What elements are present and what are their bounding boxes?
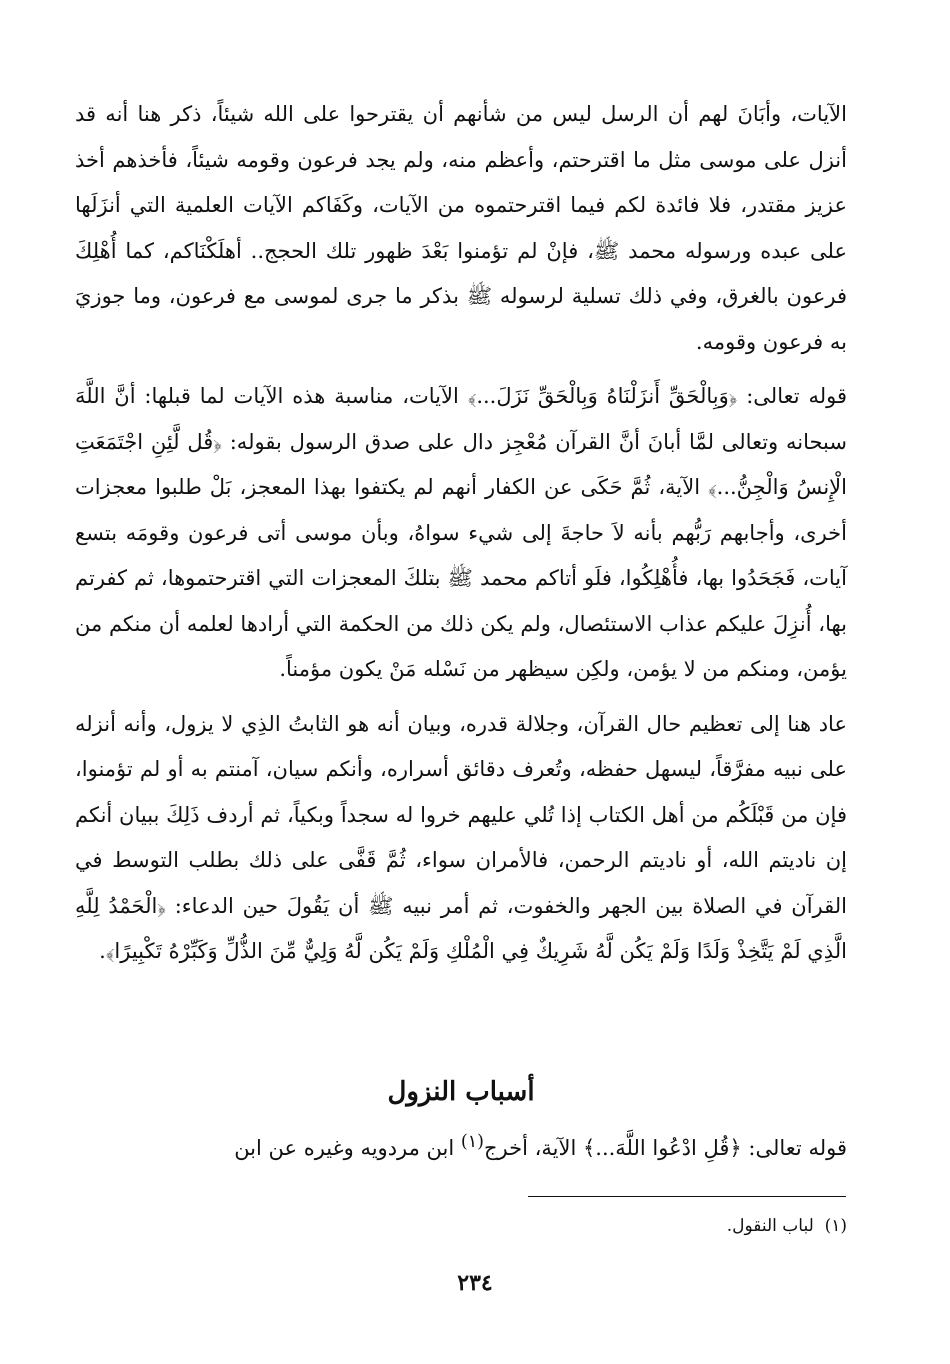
paragraph: عاد هنا إلى تعظيم حال القرآن، وجلالة قدره، وبيان أنه هو الثابتُ الذِي لا يزول، وأنه أنزله على نبيه مفرَّقاً، ليسهل حفظه، وتُعرف دقائق أسراره، وأنكم سيان، آمنتم به أو لم تؤمنوا، فإن من قَبْلَكُم من أهل الكتاب إذا تُلي عليهم خروا له سجداً وبكياً، ثم أردف ذَلِكَ ببيان أنكم إن ناديتم الله، أو ناديتم الرحمن، فالأمران سواء، ثُمَّ قَفَّى على ذلك بطلب التوسط في القرآن في الصلاة بين الجهر والخفوت، ثم أمر نبيه ﷺ أن يَقُولَ حين الدعاء: ﴿الْحَمْدُ لِلَّهِ الَّذِي لَمْ يَتَّخِذْ وَلَدًا وَلَمْ يَكُن لَّهُ شَرِيكٌ فِي الْمُلْكِ وَلَمْ يَكُن لَّهُ وَلِيٌّ مِّنَ الذُّلِّ وَكَبِّرْهُ تَكْبِيرًا﴾. (75, 711, 847, 963)
footnote-text: لباب النقول. (726, 1216, 814, 1236)
section-paragraph (75, 1120, 847, 1172)
footnote-number: (١) (824, 1216, 847, 1236)
footnote-marker: (١) (460, 1132, 484, 1152)
paragraph: الآيات، وأبَانَ لهم أن الرسل ليس من شأنهم أن يقترحوا على الله شيئاً، ذكر هنا أنه قد أنزل على موسى مثل ما اقترحتم، وأعظم منه، ولم يجد فرعون وقومه شيئاً، فأخذهم أخذ عزيز مقتدر، فلا فائدة لكم فيما اقترحتموه من الآيات، وكَفَاكم الآيات العلمية التي أنزَلَها على عبده ورسوله محمد ﷺ، فإنْ لم تؤمنوا بَعْدَ ظهور تلك الحجج.. أهلَكْنَاكم، كما أُهْلِكَ فرعون بالغرق، وفي ذلك تسلية لرسوله ﷺ بذكر ما جرى لموسى مع فرعون، وما جوزيَ به فرعون وقومه. (75, 102, 847, 354)
footnote (75, 1210, 847, 1242)
paragraph: قوله تعالى: ﴿وَبِالْحَقِّ أَنزَلْنَاهُ وَبِالْحَقِّ نَزَلَ...﴾ الآيات، مناسبة هذه الآيات لما قبلها: أنَّ اللَّهَ سبحانه وتعالى لمَّا أبانَ أنَّ القرآن مُعْجِز دال على صدق الرسول بقوله: ﴿قُل لَّئِنِ اجْتَمَعَتِ الْإِنسُ وَالْجِنُّ...﴾ الآية، ثُمَّ حَكَى عن الكفار أنهم لم يكتفوا بهذا المعجز، بَلْ طلبوا معجزات أخرى، وأجابهم رَبُّهم بأنه لاَ حاجةَ إلى شيء سواهُ، وبأن موسى أتى فرعون وقومَه بتسع آيات، فَجَحَدُوا بها، فأُهْلِكُوا، فلَو أتاكم محمد ﷺ بتلكَ المعجزات التي اقترحتموها، ثم كفرتم بها، أُنزِلَ عليكم عذاب الاستئصال، ولم يكن ذلك من الحكمة التي أرادها لعلمه أن منكم من يؤمن، ومنكم من لا يؤمن، ولكِن سيظهر من نَسْله مَنْ يكون مؤمناً. (75, 384, 847, 681)
main-text (75, 92, 847, 975)
section-heading: أسباب النزول (387, 1077, 535, 1107)
section-paragraph-end: ابن مردويه وغيره عن ابن (234, 1136, 461, 1160)
footnote-separator (528, 1196, 846, 1197)
section-paragraph-start: قوله تعالى: ﴿قُلِ ادْعُوا اللَّهَ...﴾ الآية، أخرج (483, 1136, 847, 1160)
page-number: ٢٣٤ (457, 1270, 493, 1296)
